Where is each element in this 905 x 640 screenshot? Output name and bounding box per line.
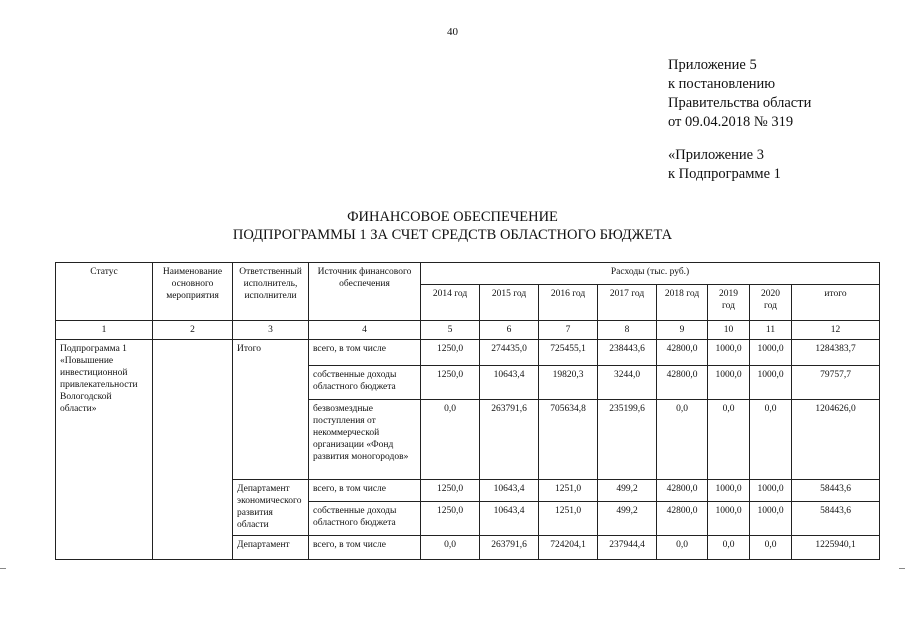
source-cell: безвозмездные поступления от некоммерческой организации «Фонд развития моногородов»: [309, 400, 421, 480]
value-cell: 0,0: [657, 400, 708, 480]
value-cell: 0,0: [708, 400, 750, 480]
measure-cell: [153, 340, 233, 560]
table-row: [56, 340, 880, 366]
header-source: Источник финансового обеспечения: [309, 263, 421, 321]
value-cell: 1000,0: [750, 366, 792, 400]
column-number: 10: [708, 321, 750, 340]
executor-cell: Департамент: [233, 536, 309, 560]
value-cell: 58443,6: [792, 502, 880, 536]
column-number: 9: [657, 321, 708, 340]
title-line: ФИНАНСОВОЕ ОБЕСПЕЧЕНИЕ: [347, 209, 558, 225]
value-cell: 1000,0: [750, 480, 792, 502]
value-cell: 42800,0: [657, 366, 708, 400]
value-cell: 1250,0: [421, 502, 480, 536]
source-cell: собственные доходы областного бюджета: [309, 502, 421, 536]
value-cell: 1000,0: [708, 480, 750, 502]
header-year: 2020 год: [750, 285, 792, 321]
status-cell: Подпрограмма 1 «Повышение инвестиционной привлекательности Вологодской области»: [56, 340, 153, 560]
value-cell: 1251,0: [539, 502, 598, 536]
appendix-block: [668, 56, 811, 132]
header-year: 2016 год: [539, 285, 598, 321]
value-cell: 1000,0: [708, 340, 750, 366]
executor-cell: Итого: [233, 340, 309, 480]
value-cell: 0,0: [421, 400, 480, 480]
value-cell: 19820,3: [539, 366, 598, 400]
value-cell: 58443,6: [792, 480, 880, 502]
value-cell: 1251,0: [539, 480, 598, 502]
header-executor: Ответственный исполнитель, исполнители: [233, 263, 309, 321]
inner-appendix-block: [668, 146, 781, 184]
value-cell: 0,0: [750, 400, 792, 480]
value-cell: 0,0: [750, 536, 792, 560]
value-cell: 1250,0: [421, 366, 480, 400]
header-year: 2017 год: [598, 285, 657, 321]
value-cell: 0,0: [708, 536, 750, 560]
value-cell: 1250,0: [421, 480, 480, 502]
header-year: 2019 год: [708, 285, 750, 321]
scan-edge-mark: [0, 568, 6, 569]
value-cell: 10643,4: [480, 366, 539, 400]
header-year: 2014 год: [421, 285, 480, 321]
title-line: ПОДПРОГРАММЫ 1 ЗА СЧЕТ СРЕДСТВ ОБЛАСТНОГО БЮДЖЕТА: [232, 227, 673, 243]
column-number: 1: [56, 321, 153, 340]
value-cell: 499,2: [598, 480, 657, 502]
column-number: 3: [233, 321, 309, 340]
value-cell: 1250,0: [421, 340, 480, 366]
column-number: 6: [480, 321, 539, 340]
inner-appendix-line: «Приложение 3: [668, 147, 764, 163]
financing-table: [55, 262, 880, 560]
value-cell: 705634,8: [539, 400, 598, 480]
header-status: Статус: [56, 263, 153, 321]
source-cell: всего, в том числе: [309, 536, 421, 560]
source-cell: всего, в том числе: [309, 480, 421, 502]
appendix-line: к постановлению: [668, 76, 776, 92]
value-cell: 42800,0: [657, 502, 708, 536]
value-cell: 42800,0: [657, 480, 708, 502]
value-cell: 1000,0: [750, 502, 792, 536]
document-title: [0, 208, 905, 244]
page-number: 40: [447, 26, 458, 38]
executor-cell: Департамент экономического развития области: [233, 480, 309, 536]
header-total: итого: [792, 285, 880, 321]
appendix-line: Правительства области: [668, 95, 812, 111]
appendix-line: Приложение 5: [668, 57, 757, 73]
column-number: 12: [792, 321, 880, 340]
value-cell: 1225940,1: [792, 536, 880, 560]
header-year: 2018 год: [657, 285, 708, 321]
value-cell: 1000,0: [750, 340, 792, 366]
value-cell: 725455,1: [539, 340, 598, 366]
column-number: 11: [750, 321, 792, 340]
value-cell: 238443,6: [598, 340, 657, 366]
value-cell: 10643,4: [480, 502, 539, 536]
value-cell: 235199,6: [598, 400, 657, 480]
source-cell: всего, в том числе: [309, 340, 421, 366]
value-cell: 42800,0: [657, 340, 708, 366]
value-cell: 724204,1: [539, 536, 598, 560]
scan-edge-mark: [899, 568, 905, 569]
column-number: 8: [598, 321, 657, 340]
column-number: 4: [309, 321, 421, 340]
header-measure: Наименование основного мероприятия: [153, 263, 233, 321]
appendix-line: от 09.04.2018 № 319: [668, 114, 794, 130]
value-cell: 499,2: [598, 502, 657, 536]
value-cell: 237944,4: [598, 536, 657, 560]
value-cell: 263791,6: [480, 536, 539, 560]
inner-appendix-line: к Подпрограмме 1: [668, 166, 781, 182]
value-cell: 0,0: [421, 536, 480, 560]
value-cell: 1000,0: [708, 502, 750, 536]
value-cell: 0,0: [657, 536, 708, 560]
column-number: 2: [153, 321, 233, 340]
value-cell: 1284383,7: [792, 340, 880, 366]
value-cell: 274435,0: [480, 340, 539, 366]
value-cell: 263791,6: [480, 400, 539, 480]
column-number: 5: [421, 321, 480, 340]
header-expenses: Расходы (тыс. руб.): [421, 263, 880, 285]
source-cell: собственные доходы областного бюджета: [309, 366, 421, 400]
value-cell: 79757,7: [792, 366, 880, 400]
value-cell: 1000,0: [708, 366, 750, 400]
value-cell: 1204626,0: [792, 400, 880, 480]
value-cell: 10643,4: [480, 480, 539, 502]
value-cell: 3244,0: [598, 366, 657, 400]
header-year: 2015 год: [480, 285, 539, 321]
column-number: 7: [539, 321, 598, 340]
